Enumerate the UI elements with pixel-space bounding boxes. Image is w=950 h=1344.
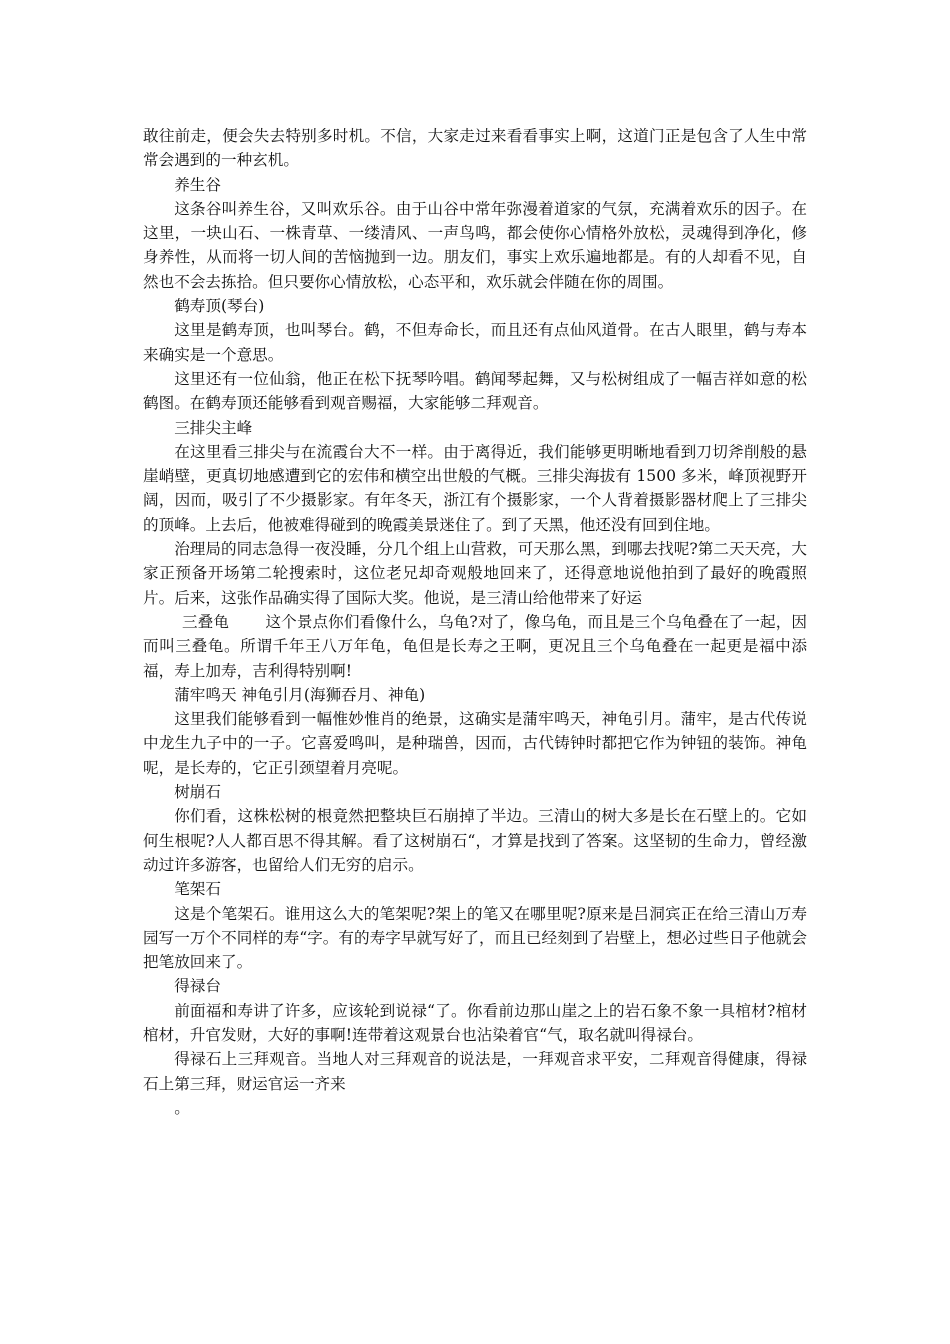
section-heading-heshouding: 鹤寿顶(琴台)	[174, 297, 265, 316]
paragraph-delutai-2: 得禄石上三拜观音。当地人对三拜观音的说法是，一拜观音求平安，二拜观音得健康，得禄石上第三拜，财运官运一齐来	[143, 1050, 807, 1093]
paragraph-puláo: 这里我们能够看到一幅惟妙惟肖的绝景，这确实是蒲牢鸣天，神龟引月。蒲牢，是古代传说中龙生九子中的一子。它喜爱鸣叫，是种瑞兽，因而，古代铸钟时都把它作为钟钮的装饰。神龟呢，是长寿的，它正引颈望着月亮呢。	[143, 710, 807, 777]
paragraph-heshouding-1: 这里是鹤寿顶，也叫琴台。鹤，不但寿命长，而且还有点仙风道骨。在古人眼里，鹤与寿本来确实是一个意思。	[143, 321, 807, 364]
paragraph-shubengshi: 你们看，这株松树的根竟然把整块巨石崩掉了半边。三清山的树大多是长在石壁上的。它如何生根呢?人人都百思不得其解。看了这树崩石“，才算是找到了答案。这坚韧的生命力，曾经激动过许多游客，也留给人们无穷的启示。	[143, 807, 807, 874]
section-heading-shubengshi: 树崩石	[174, 783, 221, 802]
paragraph-heshouding-2: 这里还有一位仙翁，他正在松下抚琴吟唱。鹤闻琴起舞，又与松树组成了一幅吉祥如意的松鹤图。在鹤寿顶还能够看到观音赐福，大家能够二拜观音。	[143, 369, 807, 413]
paragraph-sanpaijian-2: 治理局的同志急得一夜没睡，分几个组上山营救，可天那么黑，到哪去找呢?第二天天亮，大家正预备开场第二轮搜索时，这位老兄却奇观般地回来了，还得意地说他拍到了最好的晚霞照片。后来，这张作品确实得了国际大奖。他说，是三清山给他带来了好运	[143, 540, 807, 607]
paragraph-yangshenggu: 这条谷叫养生谷，又叫欢乐谷。由于山谷中常年弥漫着道家的气氛，充满着欢乐的因子。在这里，一块山石、一株青草、一缕清风、一声鸟鸣，都会使你心情格外放松，灵魂得到净化，修身养性，从而将一切人间的苦恼抛到一边。朋友们，事实上欢乐遍地都是。有的人却看不见，自然也不会去拣拾。但只要你心情放松，心态平和，欢乐就会伴随在你的周围。	[143, 199, 807, 291]
section-heading-sanpaijian: 三排尖主峰	[174, 418, 253, 437]
section-heading-bijiashi: 笔架石	[174, 880, 221, 899]
paragraph-sanpaijian-1: 在这里看三排尖与在流霞台大不一样。由于离得近，我们能够更明晰地看到刀切斧削般的悬崖峭壁，更真切地感遭到它的宏伟和横空出世般的气概。三排尖海拔有 1500 多米，峰顶视野开阔，因而，吸引了不少摄影家。有年冬天，浙江有个摄影家，一个人背着摄影器材爬上了三排尖的顶峰。上去后，他被难得碰到的晚霞美景迷住了。到了天黑，他还没有回到住地。	[143, 442, 807, 534]
paragraph-delutai-1: 前面福和寿讲了许多，应该轮到说禄“了。你看前边那山崖之上的岩石象不象一具棺材?棺材棺材，升官发财，大好的事啊!连带着这观景台也沾染着官“气，取名就叫得禄台。	[143, 1001, 807, 1044]
paragraph-trailing-period: 。	[174, 1098, 190, 1117]
paragraph-intro: 敢往前走，便会失去特别多时机。不信，大家走过来看看事实上啊，这道门正是包含了人生中常常会遇到的一种玄机。	[143, 127, 807, 170]
document-page	[143, 124, 807, 1120]
paragraph-sandiegui: 三叠龟 这个景点你们看像什么，乌龟?对了，像乌龟，而且是三个乌龟叠在了一起，因而叫三叠龟。所谓千年王八万年龟，龟但是长寿之王啊，更况且三个乌龟叠在一起更是福中添福，寿上加寿，吉利得特别啊!	[143, 612, 807, 680]
section-heading-yangshenggu: 养生谷	[174, 175, 221, 194]
section-heading-delutai: 得禄台	[174, 977, 221, 996]
paragraph-bijiashi: 这是个笔架石。谁用这么大的笔架呢?架上的笔又在哪里呢?原来是吕洞宾正在给三清山万寿园写一万个不同样的寿“字。有的寿字早就写好了，而且已经刻到了岩壁上，想必过些日子他就会把笔放回来了。	[143, 904, 807, 972]
section-heading-puláo: 蒲牢鸣天 神龟引月(海狮吞月、神龟)	[174, 685, 426, 704]
